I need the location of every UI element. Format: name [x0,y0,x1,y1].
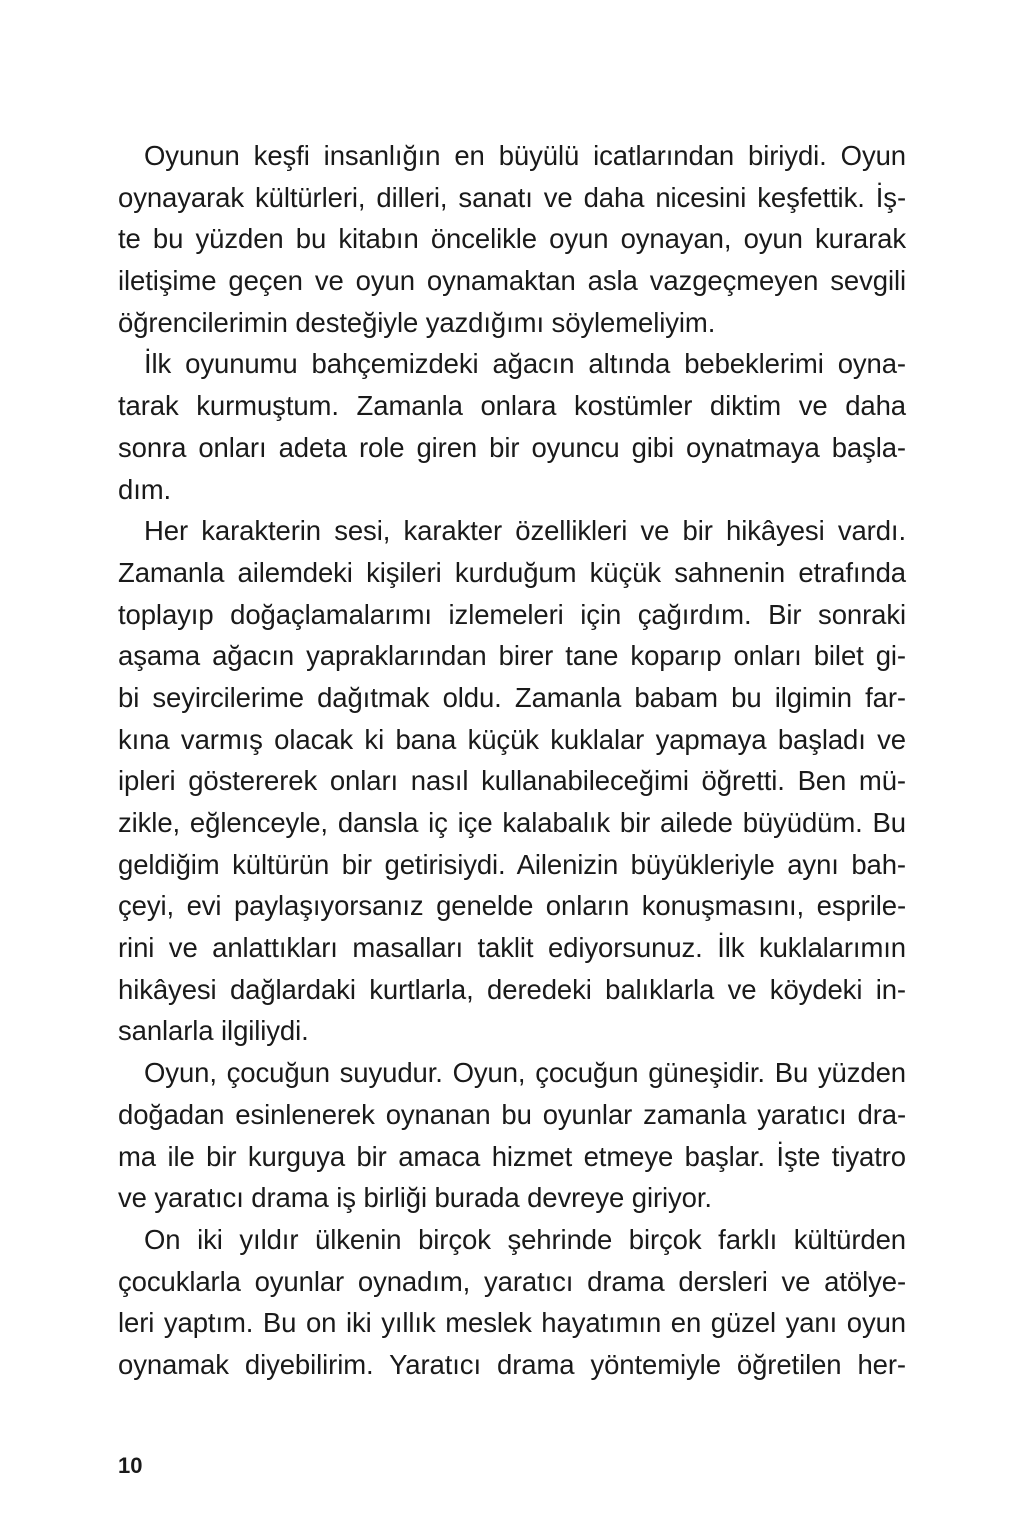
text-line: geldiğim kültürün bir getirisiydi. Ailenizin büyükleriyle aynı bah- [118,848,906,880]
text-line: iletişime geçen ve oyun oynamaktan asla vazgeçmeyen sevgili [118,265,906,297]
text-line: çeyi, evi paylaşıyorsanız genelde onların konuşmasını, esprile- [118,890,906,922]
text-line: Her karakterin sesi, karakter özellikleri ve bir hikâyesi vardı. [144,515,906,547]
text-line: Oyunun keşfi insanlığın en büyülü icatlarından biriydi. Oyun [144,140,906,171]
text-line: On iki yıldır ülkenin birçok şehrinde birçok farklı kültürden [144,1223,906,1255]
text-line: ma ile bir kurguya bir amaca hizmet etmeye başlar. İşte tiyatro [118,1140,906,1172]
text-line: oynamak diyebilirim. Yaratıcı drama yöntemiyle öğretilen her- [118,1348,906,1380]
text-line: dım. [118,473,172,505]
text-line: hikâyesi dağlardaki kurtlarla, deredeki balıklarla ve köydeki in- [118,973,906,1005]
text-line: bi seyircilerime dağıtmak oldu. Zamanla babam bu ilgimin far- [118,681,906,713]
text-line: sanlarla ilgiliydi. [118,1015,309,1047]
text-line: ve yaratıcı drama iş birliği burada devreye giriyor. [118,1182,712,1214]
text-line: kına varmış olacak ki bana küçük kuklalar yapmaya başladı ve [118,723,906,755]
body-text [118,135,906,1386]
text-line: sonra onları adeta role giren bir oyuncu gibi oynatmaya başla- [118,431,906,463]
text-line: leri yaptım. Bu on iki yıllık meslek hayatımın en güzel yanı oyun [118,1307,906,1339]
text-line: oynayarak kültürleri, dilleri, sanatı ve daha nicesini keşfettik. İş- [118,181,906,213]
text-line: doğadan esinlenerek oynanan bu oyunlar zamanla yaratıcı dra- [118,1098,906,1130]
text-line: toplayıp doğaçlamalarımı izlemeleri için çağırdım. Bir sonraki [118,598,906,630]
text-line: öğrencilerimin desteğiyle yazdığımı söylemeliyim. [118,306,716,338]
text-line: zikle, eğlenceyle, dansla iç içe kalabalık bir ailede büyüdüm. Bu [118,807,906,838]
text-line: rini ve anlattıkları masalları taklit ediyorsunuz. İlk kuklalarımın [118,932,906,964]
text-line: ipleri göstererek onları nasıl kullanabileceğimi öğretti. Ben mü- [118,765,906,797]
text-line: İlk oyunumu bahçemizdeki ağacın altında bebeklerimi oyna- [144,348,906,380]
page-number: 10 [118,1453,143,1478]
text-line: aşama ağacın yapraklarından birer tane koparıp onları bilet gi- [118,640,906,672]
text-line: çocuklarla oyunlar oynadım, yaratıcı drama dersleri ve atölye- [118,1265,906,1297]
text-line: Zamanla ailemdeki kişileri kurduğum küçük sahnenin etrafında [118,556,906,588]
text-line: Oyun, çocuğun suyudur. Oyun, çocuğun güneşidir. Bu yüzden [144,1057,906,1089]
text-line: tarak kurmuştum. Zamanla onlara kostümler diktim ve daha [118,390,906,422]
text-line: te bu yüzden bu kitabın öncelikle oyun oynayan, oyun kurarak [118,223,906,255]
